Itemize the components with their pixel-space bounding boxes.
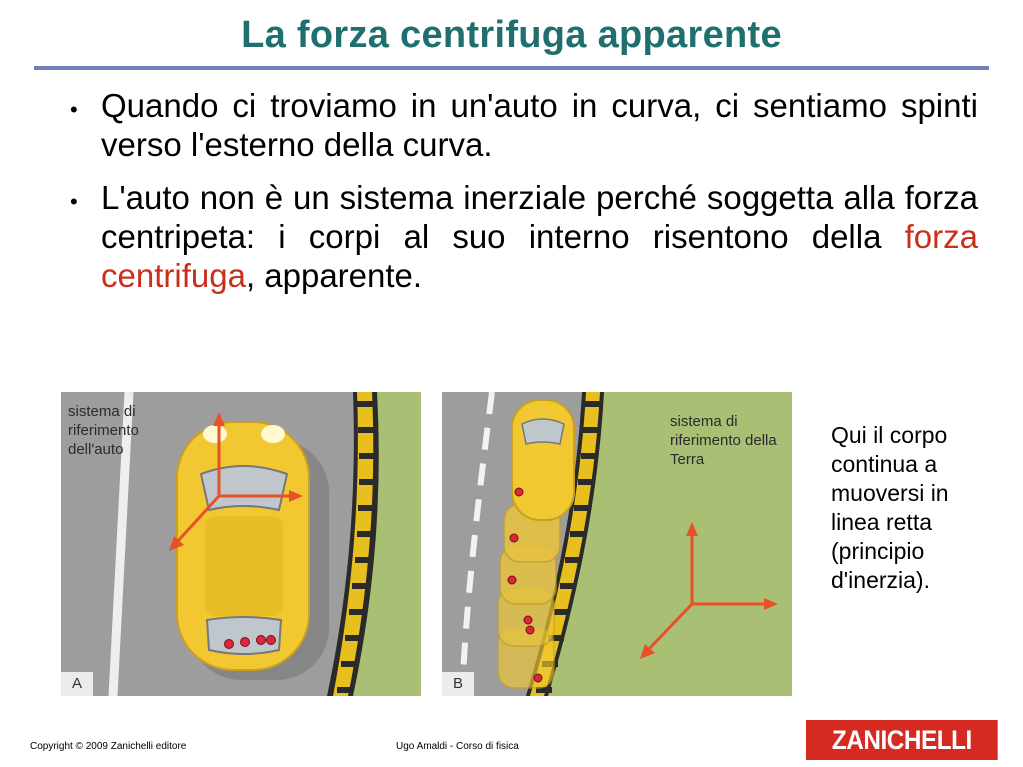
bullet-marker: • (70, 189, 78, 214)
figure-a-tag: A (61, 672, 93, 696)
bullet-text: Quando ci troviamo in un'auto in curva, ci sentiamo spinti verso l'esterno della curva. (101, 87, 978, 163)
figure-car-frame (61, 392, 421, 696)
bullet-item (70, 178, 978, 295)
bullet-text-part: L'auto non è un sistema inerziale perché soggetta alla forza centripeta: i corpi al suo interno risentono della (101, 179, 978, 255)
footer-copyright: Copyright © 2009 Zanichelli editore (30, 741, 187, 752)
footer-course: Ugo Amaldi - Corso di fisica (396, 741, 519, 752)
bullet-text-part: , apparente. (245, 257, 423, 294)
figure-earth-frame (442, 392, 792, 696)
slide-title: La forza centrifuga apparente (241, 14, 782, 56)
figure-a-label: sistema di riferimento dell'auto (68, 403, 139, 458)
figure-b-label: sistema di riferimento della Terra (670, 413, 777, 468)
bullet-text (101, 178, 978, 295)
figure-caption: Qui il corpo continua a muoversi in linea retta (principio d'inerzia). (831, 422, 949, 593)
bullet-list (70, 86, 978, 309)
highlighted-term: forza centrifuga (101, 218, 978, 294)
figure-b-tag: B (442, 672, 474, 696)
title-divider (34, 66, 989, 70)
publisher-logo: ZANICHELLI (806, 720, 998, 760)
bullet-item (70, 86, 978, 164)
bullet-marker: • (70, 97, 78, 122)
